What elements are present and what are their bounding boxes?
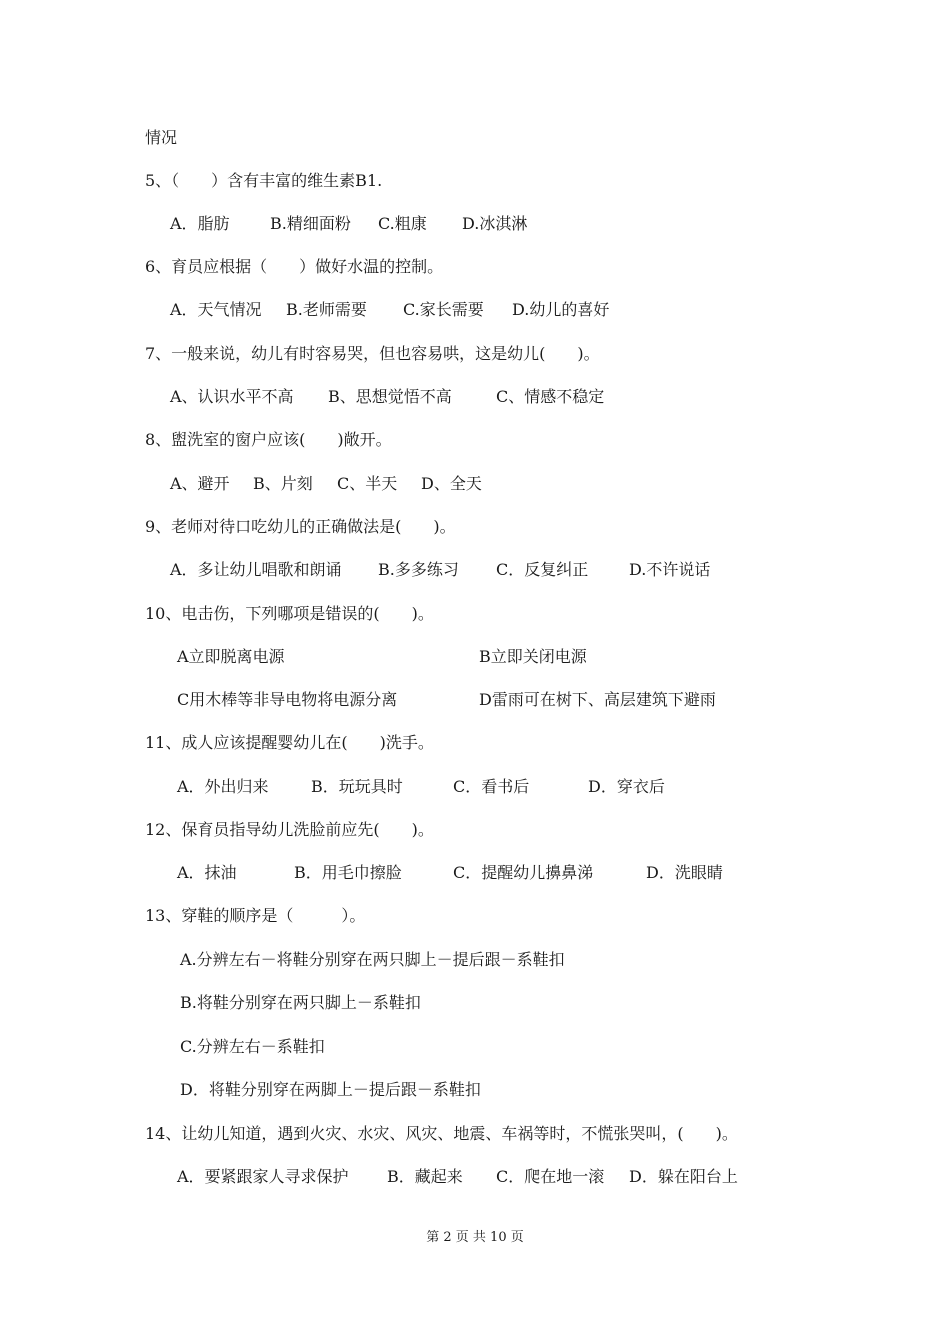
question-5-stem: 5、（ ）含有丰富的维生素B1. — [145, 171, 383, 190]
question-6-option-c: C.家长需要 — [403, 300, 484, 319]
question-7-stem: 7、一般来说，幼儿有时容易哭，但也容易哄，这是幼儿( )。 — [145, 344, 600, 363]
question-8-option-a: A、避开 — [170, 474, 230, 493]
question-9-stem: 9、老师对待口吃幼儿的正确做法是( )。 — [145, 517, 456, 536]
question-11-option-b: B．玩玩具时 — [311, 777, 403, 796]
question-10-option-b: B立即关闭电源 — [479, 647, 587, 666]
question-8-option-c: C、半天 — [337, 474, 398, 493]
question-12-option-b: B．用毛巾擦脸 — [294, 863, 402, 882]
continuation-text: 情况 — [145, 128, 178, 147]
question-8-option-b: B、片刻 — [253, 474, 313, 493]
question-13-option-d: D．将鞋分别穿在两脚上－提后跟－系鞋扣 — [180, 1080, 481, 1099]
question-11-stem: 11、成人应该提醒婴幼儿在( )洗手。 — [145, 733, 434, 752]
question-9-option-d: D.不许说话 — [629, 560, 711, 579]
question-9-option-b: B.多多练习 — [378, 560, 459, 579]
page-footer: 第 2 页 共 10 页 — [426, 1230, 524, 1245]
question-6-option-d: D.幼儿的喜好 — [512, 300, 610, 319]
question-7-option-a: A、认识水平不高 — [170, 387, 294, 406]
question-5-option-b: B.精细面粉 — [270, 214, 351, 233]
question-8-stem: 8、盥洗室的窗户应该( )敞开。 — [145, 430, 392, 449]
question-10-option-c: C用木棒等非导电物将电源分离 — [177, 690, 398, 709]
question-10-stem: 10、电击伤，下列哪项是错误的( )。 — [145, 604, 434, 623]
question-14-option-c: C．爬在地一滚 — [496, 1167, 605, 1186]
question-11-option-d: D．穿衣后 — [588, 777, 665, 796]
question-14-option-b: B．藏起来 — [387, 1167, 463, 1186]
question-10-option-d: D雷雨可在树下、高层建筑下避雨 — [479, 690, 716, 709]
question-11-option-a: A．外出归来 — [177, 777, 269, 796]
question-5-option-c: C.粗康 — [378, 214, 427, 233]
question-13-stem: 13、穿鞋的顺序是（ ）。 — [145, 906, 366, 925]
question-6-option-a: A．天气情况 — [170, 300, 262, 319]
question-9-option-a: A．多让幼儿唱歌和朗诵 — [170, 560, 342, 579]
question-14-stem: 14、让幼儿知道，遇到火灾、水灾、风灾、地震、车祸等时，不慌张哭叫，( )。 — [145, 1124, 738, 1143]
question-6-stem: 6、育员应根据（ ）做好水温的控制。 — [145, 257, 444, 276]
question-13-option-a: A.分辨左右－将鞋分别穿在两只脚上－提后跟－系鞋扣 — [180, 950, 565, 969]
question-14-option-d: D．躲在阳台上 — [629, 1167, 738, 1186]
question-12-option-d: D．洗眼睛 — [646, 863, 723, 882]
question-5-option-d: D.冰淇淋 — [462, 214, 528, 233]
question-12-stem: 12、保育员指导幼儿洗脸前应先( )。 — [145, 820, 434, 839]
question-6-option-b: B.老师需要 — [286, 300, 367, 319]
question-7-option-c: C、情感不稳定 — [496, 387, 605, 406]
question-13-option-b: B.将鞋分别穿在两只脚上－系鞋扣 — [180, 993, 421, 1012]
question-14-option-a: A．要紧跟家人寻求保护 — [177, 1167, 349, 1186]
question-7-option-b: B、思想觉悟不高 — [328, 387, 452, 406]
question-5-option-a: A．脂肪 — [170, 214, 230, 233]
question-11-option-c: C．看书后 — [453, 777, 530, 796]
question-12-option-c: C．提醒幼儿擤鼻涕 — [453, 863, 594, 882]
question-13-option-c: C.分辨左右－系鞋扣 — [180, 1037, 325, 1056]
question-9-option-c: C．反复纠正 — [496, 560, 589, 579]
question-12-option-a: A．抹油 — [177, 863, 237, 882]
question-8-option-d: D、全天 — [421, 474, 482, 493]
question-10-option-a: A立即脱离电源 — [177, 647, 285, 666]
